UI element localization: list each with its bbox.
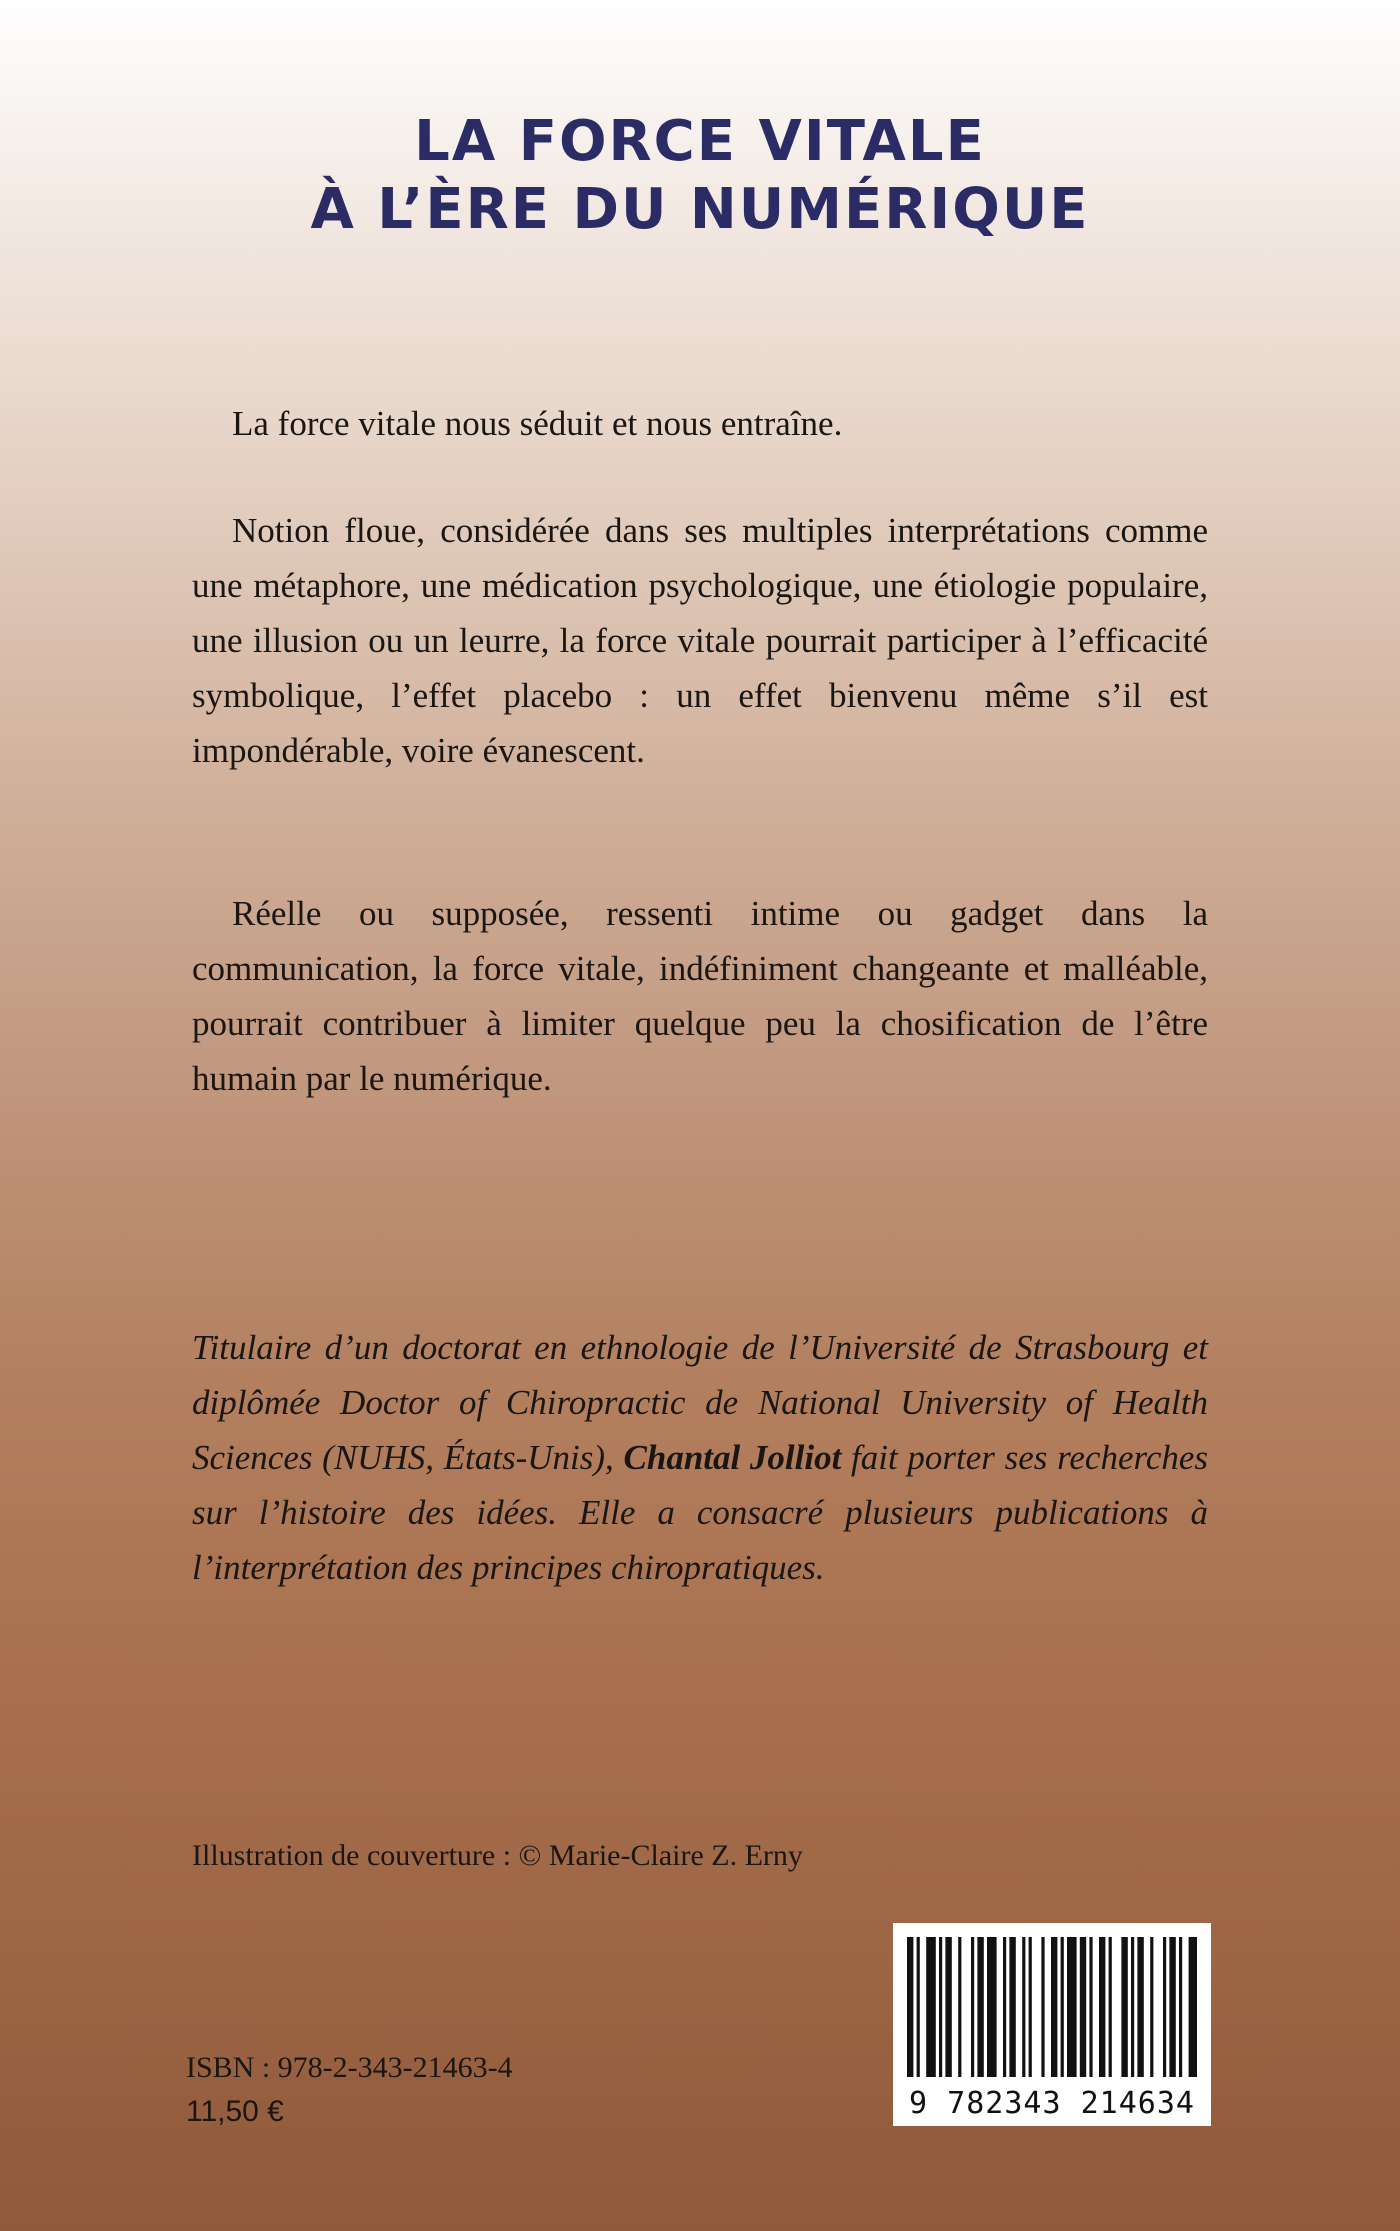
barcode-bar bbox=[1169, 1937, 1175, 2077]
author-name: Chantal Jolliot bbox=[623, 1438, 842, 1477]
barcode-bar bbox=[926, 1937, 936, 2077]
blurb-paragraph-1: La force vitale nous séduit et nous entraîne. bbox=[232, 404, 843, 443]
barcode-bar bbox=[1009, 1937, 1015, 2077]
barcode-bar bbox=[1179, 1937, 1182, 2077]
barcode-bar bbox=[1022, 1937, 1025, 2077]
barcode-bar bbox=[1137, 1937, 1143, 2077]
title-line-2: À L’ÈRE DU NUMÉRIQUE bbox=[310, 177, 1090, 242]
barcode-bar bbox=[1121, 1937, 1127, 2077]
book-title bbox=[0, 108, 1400, 244]
barcode-bar bbox=[907, 1937, 913, 2077]
blurb-paragraph-2: Notion floue, considérée dans ses multiples interprétations comme une métaphore, une médication psychologique, une étiologie populaire, une illusion ou un leurre, la force vitale pourrait participer à l’efficacité symbolique, l’effet placebo : un effet bienvenu même s’il est impondérable, voire évanescent. bbox=[192, 511, 1208, 770]
barcode-bar bbox=[917, 1937, 920, 2077]
bio-text-before: Titulaire d’un doctorat en ethnologie de l’Université de Strasbourg et diplômée Doctor of Chiropractic de National University of Health Sciences (NUHS, États-Unis), bbox=[192, 1328, 1208, 1477]
price-label: 11,50 € bbox=[186, 2095, 284, 2128]
barcode-bar bbox=[1080, 1937, 1086, 2077]
barcode-bar bbox=[1189, 1937, 1197, 2077]
barcode-bar bbox=[1029, 1937, 1032, 2077]
barcode-bar bbox=[1003, 1937, 1006, 2077]
blurb-paragraph-3: Réelle ou supposée, ressenti intime ou gadget dans la communication, la force vitale, indéfiniment changeante et malléable, pourrait contribuer à limiter quelque peu la chosification de l’être humain par le numérique. bbox=[192, 894, 1208, 1098]
barcode-bar bbox=[958, 1937, 961, 2077]
barcode-bar bbox=[1099, 1937, 1105, 2077]
author-bio bbox=[192, 1320, 1208, 1595]
isbn-label: ISBN : 978-2-343-21463-4 bbox=[186, 2051, 513, 2084]
barcode-bar bbox=[1051, 1937, 1057, 2077]
title-line-1: LA FORCE VITALE bbox=[414, 109, 986, 174]
barcode-bar bbox=[1163, 1937, 1166, 2077]
barcode-bar bbox=[1067, 1937, 1077, 2077]
barcode-bar bbox=[987, 1937, 997, 2077]
barcode bbox=[893, 1923, 1211, 2126]
barcode-bar bbox=[1109, 1937, 1112, 2077]
barcode-bar bbox=[977, 1937, 983, 2077]
barcode-bar bbox=[1131, 1937, 1134, 2077]
barcode-bar bbox=[1089, 1937, 1092, 2077]
barcode-bar bbox=[1061, 1937, 1064, 2077]
bio-text-after: fait porter ses recherches sur l’histoire des idées. Elle a consacré plusieurs publications à l’interprétation des principes chiropratiques. bbox=[192, 1438, 1209, 1587]
barcode-bar bbox=[1041, 1937, 1044, 2077]
barcode-bar bbox=[971, 1937, 974, 2077]
illustration-credit: Illustration de couverture : © Marie-Claire Z. Erny bbox=[192, 1839, 803, 1872]
barcode-bar bbox=[1150, 1937, 1153, 2077]
barcode-digits: 9 782343 214634 bbox=[909, 2086, 1195, 2121]
barcode-bar bbox=[939, 1937, 942, 2077]
barcode-bar bbox=[945, 1937, 951, 2077]
